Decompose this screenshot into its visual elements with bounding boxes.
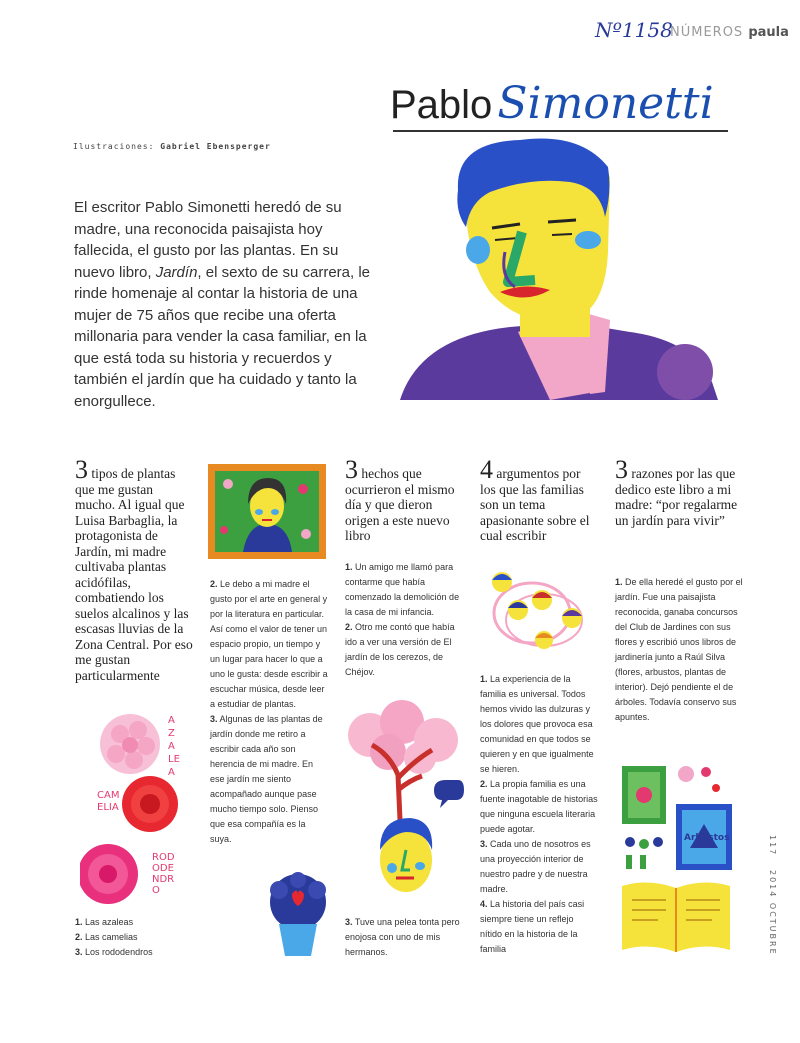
col4-item: 3. Cada uno de nosotros es una proyección interior de nuestro padre y de nuestra madre. bbox=[480, 839, 591, 894]
col5-item: 1. De ella heredé el gusto por el jardín. Fue una paisajista reconocida, ganaba concursos del Club de Jardines con sus flores y escribió unos libros de jardinería junto a Raúl Silva (flores, arbustos, plantas de interior). Dejó pendiente el de árboles. Todavía conservo sus apuntes. bbox=[615, 577, 743, 722]
credit-name: Gabriel Ebensperger bbox=[160, 142, 271, 151]
author-portrait-illustration bbox=[400, 132, 720, 410]
books-illustration bbox=[618, 760, 738, 960]
credit-label: Ilustraciones: bbox=[73, 142, 155, 151]
col4-heading-text: argumentos por los que las familias son un tema apasionante sobre el cual escribir bbox=[480, 466, 590, 543]
camellia-flower bbox=[122, 776, 178, 832]
col4-number: 4 bbox=[480, 455, 493, 484]
tree-and-face-illustration bbox=[340, 700, 465, 910]
col1-heading-text: tipos de plantas que me gustan mucho. Al igual que Luisa Barbaglia, la protagonista de Jardín, mi madre cultivaba plantas acidófilas, combatiendo los suelos alcalinos y las escasas lluvias de la Zona Central. Por eso me gustan particularmente bbox=[75, 466, 193, 683]
col3-body bbox=[345, 560, 460, 680]
title-last-name: Simonetti bbox=[497, 78, 714, 129]
col5-heading bbox=[615, 455, 740, 528]
col3-item: 1. Un amigo me llamó para contarme que había comenzado la demolición de la casa de mi infancia. bbox=[345, 562, 460, 617]
intro-text-1: El escritor Pablo Simonetti heredó de su madre, una reconocida paisajista hoy fallecida, el gusto por las plantas. En su nuevo libro, bbox=[74, 199, 342, 281]
brand-name: paula bbox=[748, 25, 789, 40]
col5-body bbox=[615, 575, 743, 725]
green-book bbox=[622, 766, 666, 824]
col3-heading bbox=[345, 455, 460, 544]
col4-item: 4. La historia del país casi siempre tiene un reflejo nítido en la historia de la familia bbox=[480, 899, 585, 954]
handwritten-issue-number: Nº1158 bbox=[595, 18, 673, 42]
list-item: 1. Las azaleas bbox=[75, 917, 134, 927]
list-item: 3. Los rododendros bbox=[75, 947, 153, 957]
title-first-name: Pablo bbox=[390, 83, 493, 127]
section-header bbox=[670, 25, 789, 40]
col4-body bbox=[480, 672, 598, 957]
mother-portrait-illustration bbox=[208, 464, 326, 559]
col5-number: 3 bbox=[615, 455, 628, 484]
section-label: NÚMEROS bbox=[670, 25, 744, 40]
azalea-flower bbox=[100, 714, 160, 774]
col3-number: 3 bbox=[345, 455, 358, 484]
col3-item: 3. Tuve una pelea tonta pero enojosa con uno de mis hermanos. bbox=[345, 917, 460, 957]
col1-number: 3 bbox=[75, 455, 88, 484]
list-item: 2. Las camelias bbox=[75, 932, 138, 942]
intro-paragraph bbox=[74, 197, 374, 412]
book-title-arbustos: Arbustos bbox=[684, 833, 730, 843]
rhododendron-flower bbox=[80, 844, 138, 904]
col4-item: 2. La propia familia es una fuente inagotable de historias que ninguna escuela literaria puede agotar. bbox=[480, 779, 598, 834]
intro-book-title: Jardín bbox=[155, 263, 198, 281]
issue-date: 2014 OCTUBRE bbox=[768, 870, 777, 956]
col1-list bbox=[75, 915, 195, 960]
family-tree-illustration bbox=[482, 568, 592, 658]
col1-heading bbox=[75, 455, 193, 683]
col2-item: 2. Le debo a mi madre el gusto por el arte en general y por la literatura en particular. Así como el valor de tener un espacio propio, un tiempo y un lugar para hacer lo que a uno le gusta: desde escribir a escuchar música, desde leer a estudiar de plantas. bbox=[210, 579, 328, 709]
potted-plant-illustration bbox=[265, 872, 331, 958]
col4-item: 1. La experiencia de la familia es universal. Todos hemos vivido las dulzuras y los dolores que provoca esa comunidad en que todos se quieren y en que igualmente se hieren. bbox=[480, 674, 594, 774]
open-yellow-book bbox=[622, 882, 730, 952]
col2-body bbox=[210, 577, 328, 847]
label-azalea: AZALEA bbox=[168, 715, 180, 778]
col5-heading-text: razones por las que dedico este libro a mi madre: “por regalarme un jardín para vivir” bbox=[615, 466, 738, 528]
col2-item: 3. Algunas de las plantas de jardín donde me retiro a escribir cada año son herencia de mi madre. En ese jardín me siento acompañado aunque pase mucho tiempo solo. Pienso que esa compañía es la suya. bbox=[210, 714, 323, 844]
page-title bbox=[390, 78, 714, 129]
col3-body-2 bbox=[345, 915, 460, 960]
col3-item: 2. Otro me contó que había ido a ver una versión de El jardín de los cerezos, de Chéjov. bbox=[345, 622, 455, 677]
label-camelia: CAMELIA bbox=[97, 790, 120, 813]
col3-heading-text: hechos que ocurrieron el mismo día y que dieron origen a este nuevo libro bbox=[345, 466, 455, 543]
illustration-credit bbox=[73, 142, 271, 151]
page-number: 117 bbox=[768, 835, 777, 857]
author-small-face bbox=[380, 818, 432, 892]
speech-bubble bbox=[434, 780, 464, 808]
intro-text-2: , el sexto de su carrera, le rinde homenaje al contar la historia de una mujer de 75 años que recibe una oferta millonaria para vender la casa familiar, en la que está toda su historia y recuerdos y también el jardín que ha cuidado y tanto la enorgullece. bbox=[74, 263, 371, 410]
label-rododendro: RODODENDRO bbox=[152, 852, 175, 896]
col4-heading bbox=[480, 455, 598, 544]
